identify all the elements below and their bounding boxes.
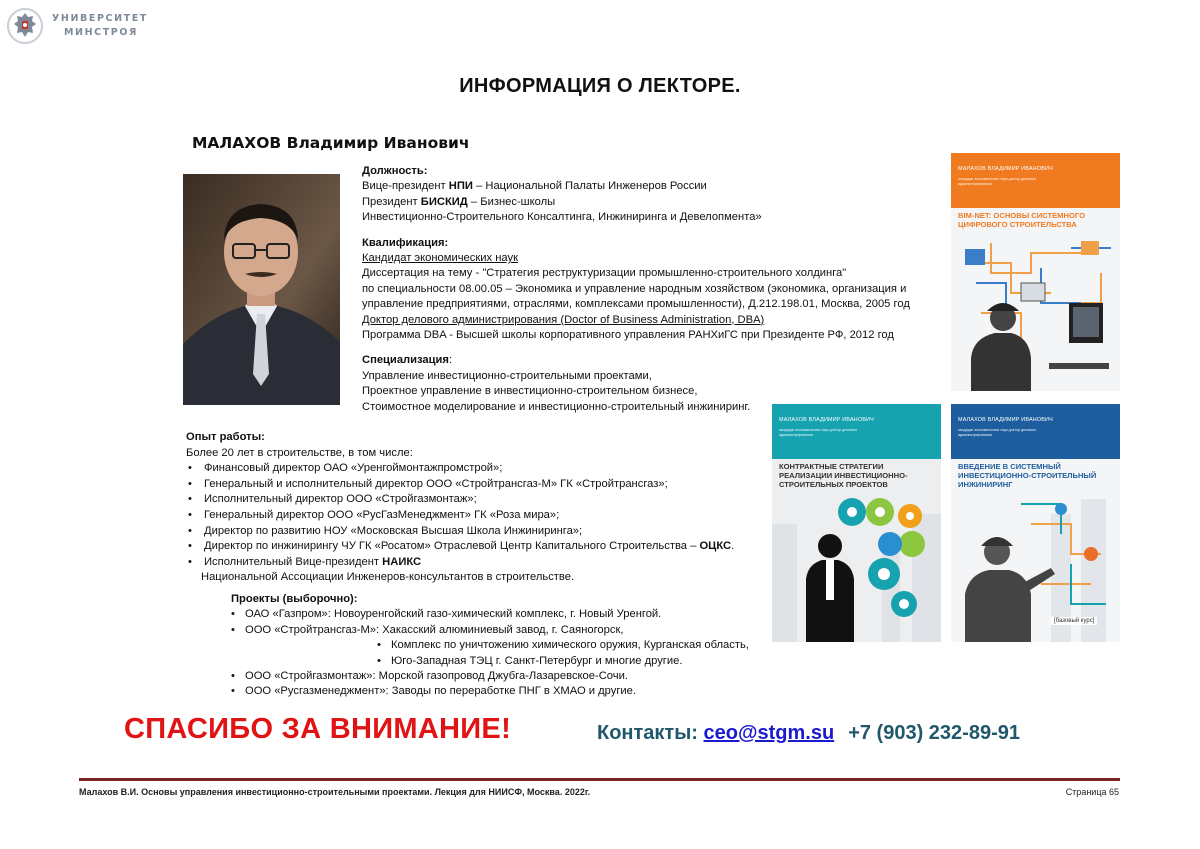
projects-list (231, 607, 791, 699)
list-item: • Юго-Западная ТЭЦ г. Санкт-Петербург и многие другие. (377, 654, 791, 669)
list-item: • Директор по развитию НОУ «Московская Высшая Школа Инжиниринга»; (186, 524, 766, 540)
specialization-line-2: Проектное управление в инвестиционно-строительном бизнесе, (362, 385, 698, 398)
lecturer-photo (183, 174, 340, 405)
experience-heading: Опыт работы: (186, 431, 265, 443)
dissertation-line-1: Диссертация на тему - "Стратегия реструктуризации промышленно-строительного холдинга" (362, 267, 847, 280)
projects-heading: Проекты (выборочно): (231, 593, 358, 605)
list-item: • Комплекс по уничтожению химического оружия, Курганская область, (377, 638, 791, 653)
list-item: • ОАО «Газпром»: Новоуренгойский газо-химический комплекс, г. Новый Уренгой. (231, 607, 791, 622)
book-tag: [базовый курс] (1051, 617, 1097, 625)
email-link[interactable]: ceo@stgm.su (703, 722, 835, 744)
specialization-line-3: Стоимостное моделирование и инвестиционно-строительный инжиниринг. (362, 400, 751, 413)
specialization-line-1: Управление инвестиционно-строительными проектами, (362, 369, 652, 382)
experience-list (186, 461, 766, 570)
university-logo (6, 6, 148, 46)
coat-of-arms-icon (6, 6, 44, 46)
book-cover-bim-net (951, 153, 1120, 391)
book-subtitle: кандидат экономических наук доктор делового администрирования (779, 428, 858, 437)
list-item: • Исполнительный Вице-президент НАИКС (186, 555, 766, 571)
specialization-heading: Специализация: (362, 354, 453, 367)
experience-intro: Более 20 лет в строительстве, в том числе: (186, 446, 413, 459)
list-item: • Генеральный директор ООО «РусГазМенеджмент» ГК «Роза мира»; (186, 508, 766, 524)
book-cover-introduction (951, 404, 1120, 642)
book-title: КОНТРАКТНЫЕ СТРАТЕГИИ РЕАЛИЗАЦИИ ИНВЕСТИЦИОННО-СТРОИТЕЛЬНЫХ ПРОЕКТОВ (779, 462, 908, 489)
list-item: • ООО «Стройтрансгаз-М»: Хакасский алюминиевый завод, г. Саяногорск, (231, 623, 791, 638)
position-line-1: Вице-президент НПИ – Национальной Палаты Инженеров России (362, 180, 707, 193)
dissertation-line-2: по специальности 08.00.05 – Экономика и управление народным хозяйством (экономика, организация и (362, 282, 907, 295)
lecturer-name: МАЛАХОВ Владимир Иванович (192, 134, 470, 152)
contacts-label: Контакты: (597, 722, 704, 744)
qualification-program: Программа DBA - Высшей школы корпоративного управления РАНХиГС при Президенте РФ, 2012 год (362, 329, 894, 342)
book-subtitle: кандидат экономических наук доктор делового администрирования (958, 177, 1037, 186)
qualification-degree: Кандидат экономических наук (362, 252, 518, 265)
list-item: • ООО «Стройгазмонтаж»: Морской газопровод Джубга-Лазаревское-Сочи. (231, 669, 791, 684)
position-line-2: Президент БИСКИД – Бизнес-школы (362, 195, 556, 208)
thanks-message: СПАСИБО ЗА ВНИМАНИЕ! (124, 713, 512, 745)
list-item: • Генеральный и исполнительный директор ООО «Стройтрансгаз-М» ГК «Стройтрансгаз»; (186, 477, 766, 493)
book-title: BIM-NET: ОСНОВЫ СИСТЕМНОГО ЦИФРОВОГО СТРОИТЕЛЬСТВА (958, 211, 1086, 229)
contacts (597, 722, 1020, 745)
lecturer-info (362, 164, 942, 415)
position-heading: Должность: (362, 165, 428, 177)
book-cover-contract-strategies (772, 404, 941, 642)
phone-number: +7 (903) 232-89-91 (848, 722, 1020, 744)
work-experience (186, 430, 766, 586)
footer-citation: Малахов В.И. Основы управления инвестиционно-строительными проектами. Лекция для НИИСФ, Москва. 2022г. (79, 787, 591, 797)
dissertation-line-3: управление предприятиями, отраслями, комплексами промышленности), Д.212.198.01, Москва, 2005 год (362, 298, 910, 311)
projects (231, 592, 791, 700)
list-item: • ООО «Русгазменеджмент»: Заводы по переработке ПНГ в ХМАО и другие. (231, 684, 791, 699)
book-subtitle: кандидат экономических наук доктор делового администрирования (958, 428, 1037, 437)
list-item: • Исполнительный директор ООО «Стройгазмонтаж»; (186, 492, 766, 508)
position-line-3: Инвестиционно-Строительного Консалтинга, Инжиниринга и Девелопмента» (362, 211, 762, 224)
book-title: ВВЕДЕНИЕ В СИСТЕМНЫЙ ИНВЕСТИЦИОННО-СТРОИТЕЛЬНЫЙ ИНЖИНИРИНГ (958, 462, 1097, 489)
list-item: • Финансовый директор ОАО «Уренгоймонтажпромстрой»; (186, 461, 766, 477)
book-author: МАЛАХОВ ВЛАДИМИР ИВАНОВИЧ (958, 166, 1053, 172)
footer-divider (79, 778, 1120, 781)
book-author: МАЛАХОВ ВЛАДИМИР ИВАНОВИЧ (958, 417, 1053, 423)
qualification-dba: Доктор делового администрирования (Doctor of Business Administration, DBA) (362, 313, 765, 326)
page-title: ИНФОРМАЦИЯ О ЛЕКТОРЕ. (459, 75, 741, 97)
page-number: Страница 65 (1065, 787, 1119, 797)
logo-text: УНИВЕРСИТЕТ МИНСТРОЯ (52, 13, 148, 38)
experience-item-continuation: Национальной Ассоциации Инженеров-консультантов в строительстве. (201, 571, 575, 584)
book-author: МАЛАХОВ ВЛАДИМИР ИВАНОВИЧ (779, 417, 874, 423)
qualification-heading: Квалификация: (362, 236, 449, 249)
list-item: • Директор по инжинирингу ЧУ ГК «Росатом» Отраслевой Центр Капитального Строительства – ОЦКС. (186, 539, 766, 555)
